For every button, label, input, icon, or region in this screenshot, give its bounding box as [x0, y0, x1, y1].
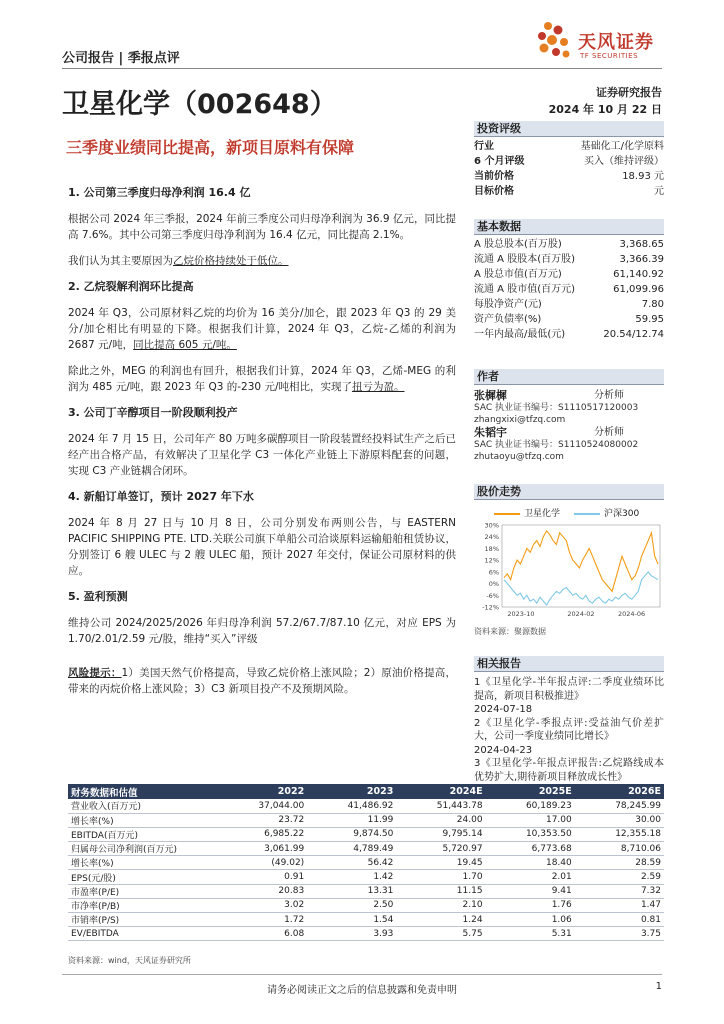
table-cell: 51,443.78 [396, 799, 485, 813]
row-label: EBITDA(百万元) [68, 827, 218, 841]
financial-table [68, 784, 664, 941]
table-cell: 5.75 [396, 927, 485, 941]
table-cell: 0.91 [218, 870, 307, 884]
rating-title: 投资评级 [474, 121, 664, 137]
table-cell: 11.15 [396, 884, 485, 898]
table-cell: 3.75 [575, 927, 664, 941]
table-cell: 1.76 [486, 898, 575, 912]
row-label: 市净率(P/B) [68, 898, 218, 912]
table-cell: 13.31 [307, 884, 396, 898]
rating-row: 6 个月评级 买入（维持评级） [474, 156, 664, 167]
section-2-title: 2. 乙烷裂解利润环比提高 [68, 280, 194, 293]
section-3-title: 3. 公司丁辛醇项目一阶段顺利投产 [68, 406, 238, 419]
risk-warning: 风险提示：1）美国天然气价格提高，导致乙烷价格上涨风险；2）原油价格提高，带来的丙烷价格上涨风险；3）C3 新项目投产不及预期风险。 [68, 667, 456, 695]
table-cell: 5.31 [486, 927, 575, 941]
chart-legend [494, 506, 664, 519]
table-cell: 11.99 [307, 813, 396, 827]
table-source: 资料来源：wind，天风证券研究所 [68, 956, 191, 965]
section-5-paragraph: 维持公司 2024/2025/2026 年归母净利润 57.2/67.7/87.10 亿元，对应 EPS 为 1.70/2.01/2.59 元/股，维持“买入”评级 [68, 617, 456, 645]
chart-source: 资料来源：聚源数据 [474, 627, 546, 636]
basic-data-row: A 股总股本(百万股) 3,368.65 [474, 239, 664, 250]
y-tick-label: 12% [484, 556, 499, 565]
table-cell: 2.10 [396, 898, 485, 912]
table-cell: 1.72 [218, 913, 307, 927]
table-cell: 2.50 [307, 898, 396, 912]
price-trend-section [474, 484, 664, 637]
table-cell: 37,044.00 [218, 799, 307, 813]
table-cell: 1.54 [307, 913, 396, 927]
table-cell: 10,353.50 [486, 827, 575, 841]
table-cell: (49.02) [218, 856, 307, 870]
row-label: EPS(元/股) [68, 870, 218, 884]
report-date: 2024 年 10 月 22 日 [548, 103, 662, 116]
table-cell: 1.70 [396, 870, 485, 884]
table-cell: 3.93 [307, 927, 396, 941]
row-label: 归属母公司净利润(百万元) [68, 842, 218, 856]
table-cell: 8,710.06 [575, 842, 664, 856]
x-tick-label: 2023-10 [507, 610, 535, 618]
related-report-link[interactable]: 1《卫星化学-半年报点评:二季度业绩环比提高，新项目积极推进》 [474, 677, 664, 702]
financial-table-header [68, 784, 664, 799]
rating-section [474, 121, 664, 199]
author-entry: 张樨樨 分析师 [474, 389, 624, 402]
series-line [504, 531, 658, 592]
table-cell: 18.40 [486, 856, 575, 870]
author-section [474, 369, 664, 463]
rating-row: 目标价格 元 [474, 186, 664, 197]
section-2-paragraph-1: 2024 年 Q3，公司原材料乙烷的均价为 16 美分/加仑，跟 2023 年 Q3 的 29 美分/加仑相比有明显的下降。根据我们计算，2024 年 Q3，乙烷-乙烯的利润为 2687 元/吨，同比提高 605 元/吨。 [68, 307, 456, 351]
table-cell: 60,189.23 [486, 799, 575, 813]
table-cell: 6.08 [218, 927, 307, 941]
author-entry: 朱韬宇 分析师 [474, 426, 624, 439]
table-row [68, 913, 664, 927]
table-row [68, 813, 664, 827]
section-1-paragraph: 根据公司 2024 年三季报，2024 年前三季度公司归母净利润为 36.9 亿元，同比提高 7.6%。其中公司第三季度归母净利润为 16.4 亿元，同比提高 2.1%。 [68, 213, 456, 241]
y-tick-label: 0% [488, 580, 499, 589]
legend-item: 卫星化学 [494, 506, 560, 519]
table-cell: 19.45 [396, 856, 485, 870]
related-report-link[interactable]: 2《卫星化学-季报点评:受益油气价差扩大，公司一季度业绩同比增长》 [474, 717, 664, 742]
row-label: 营业收入(百万元) [68, 799, 218, 813]
table-cell: 1.24 [396, 913, 485, 927]
author-title: 作者 [474, 369, 664, 385]
y-tick-label: 18% [484, 544, 499, 553]
price-trend-title: 股价走势 [474, 484, 664, 500]
table-cell: 12,355.18 [575, 827, 664, 841]
legend-swatch [574, 513, 600, 515]
report-category: 公司报告 | 季报点评 [62, 51, 180, 66]
table-cell: 9,795.14 [396, 827, 485, 841]
y-tick-label: -12% [482, 603, 499, 612]
y-tick-label: 6% [488, 568, 499, 577]
author-sac: SAC 执业证书编号：S1110524080002 [474, 440, 639, 450]
table-cell: 0.81 [575, 913, 664, 927]
table-cell: 56.42 [307, 856, 396, 870]
column-header: 2024E [396, 784, 485, 799]
basic-data-title: 基本数据 [474, 219, 664, 235]
main-content [68, 185, 456, 707]
section-3-paragraph: 2024 年 7 月 15 日，公司年产 80 万吨多碳醇项目一阶段装置经投料试生产之后已经产出合格产品，有效解决了卫星化学 C3 一体化产业链上下游原料配套的问题，实现 C3 产业链耦合闭环。 [68, 433, 456, 477]
table-cell: 3,061.99 [218, 842, 307, 856]
table-cell: 6,985.22 [218, 827, 307, 841]
y-tick-label: -6% [486, 591, 499, 600]
table-cell: 17.00 [486, 813, 575, 827]
table-cell: 1.47 [575, 898, 664, 912]
table-cell: 2.59 [575, 870, 664, 884]
table-cell: 7.32 [575, 884, 664, 898]
footer-divider [62, 974, 662, 975]
table-cell: 28.59 [575, 856, 664, 870]
related-report-date: 2024-04-23 [474, 744, 533, 756]
table-cell: 2.01 [486, 870, 575, 884]
table-row [68, 884, 664, 898]
header-divider [62, 68, 662, 69]
author-email[interactable]: zhangxixi@tfzq.com [474, 415, 566, 425]
column-header: 2022 [218, 784, 307, 799]
page-number: 1 [655, 981, 662, 992]
author-email[interactable]: zhutaoyu@tfzq.com [474, 452, 564, 462]
section-4-paragraph: 2024 年 8 月 27 日与 10 月 8 日，公司分别发布两则公告，与 EASTERN PACIFIC SHIPPING PTE. LTD.关联公司旗下单船公司洽谈原料运输船舶租赁协议，分别签订 6 艘 ULEC 与 2 艘 ULEC 船，预计 2027 年交付，保证公司原材料的供应。 [68, 517, 456, 577]
table-row [68, 856, 664, 870]
related-reports-title: 相关报告 [474, 656, 664, 672]
table-cell: 41,486.92 [307, 799, 396, 813]
report-type: 证券研究报告 [596, 86, 662, 99]
table-cell: 9,874.50 [307, 827, 396, 841]
y-tick-label: 24% [484, 533, 499, 542]
column-header: 财务数据和估值 [68, 784, 218, 799]
section-1-conclusion: 我们认为其主要原因为乙烷价格持续处于低位。 [68, 255, 289, 267]
table-cell: 20.83 [218, 884, 307, 898]
legend-swatch [494, 513, 520, 515]
related-reports-section [474, 656, 664, 798]
rating-row: 行业 基础化工/化学原料 [474, 141, 664, 152]
author-sac: SAC 执业证书编号：S1110517120003 [474, 403, 639, 413]
table-row [68, 827, 664, 841]
table-cell: 9.41 [486, 884, 575, 898]
financial-table-body [68, 799, 664, 941]
table-row [68, 870, 664, 884]
basic-data-row: 资产负债率(%) 59.95 [474, 314, 664, 325]
row-label: 市盈率(P/E) [68, 884, 218, 898]
column-header: 2023 [307, 784, 396, 799]
logo-name: 天风证券 [578, 32, 654, 53]
logo-english: TF SECURITIES [580, 52, 639, 60]
basic-data-row: 每股净资产(元) 7.80 [474, 299, 664, 310]
column-header: 2025E [486, 784, 575, 799]
row-label: 增长率(%) [68, 813, 218, 827]
table-row [68, 898, 664, 912]
table-cell: 1.42 [307, 870, 396, 884]
table-row [68, 842, 664, 856]
table-cell: 23.72 [218, 813, 307, 827]
table-cell: 1.06 [486, 913, 575, 927]
table-cell: 4,789.49 [307, 842, 396, 856]
table-cell: 78,245.99 [575, 799, 664, 813]
basic-data-row: 流通 A 股市值(百万元) 61,099.96 [474, 284, 664, 295]
basic-data-row: 一年内最高/最低(元) 20.54/12.74 [474, 329, 664, 340]
x-tick-label: 2024-02 [567, 610, 595, 618]
legend-item: 沪深300 [574, 506, 639, 519]
section-1-title: 1. 公司第三季度归母净利润 16.4 亿 [68, 186, 251, 199]
row-label: EV/EBITDA [68, 927, 218, 941]
footer-disclaimer: 请务必阅读正文之后的信息披露和免责申明 [267, 985, 457, 996]
x-tick-label: 2024-06 [617, 610, 646, 618]
basic-data-row: A 股总市值(百万元) 61,140.92 [474, 269, 664, 280]
table-cell: 5,720.97 [396, 842, 485, 856]
section-5-title: 5. 盈利预测 [68, 590, 128, 603]
y-tick-label: 30% [484, 521, 499, 530]
rating-row: 当前价格 18.93 元 [474, 171, 664, 182]
table-row [68, 927, 664, 941]
column-header: 2026E [575, 784, 664, 799]
table-cell: 30.00 [575, 813, 664, 827]
table-cell: 3.02 [218, 898, 307, 912]
section-4-title: 4. 新船订单签订，预计 2027 年下水 [68, 490, 254, 503]
table-cell: 24.00 [396, 813, 485, 827]
table-cell: 6,773.68 [486, 842, 575, 856]
related-report-date: 2024-07-18 [474, 704, 533, 715]
section-2-paragraph-2: 除此之外，MEG 的利润也有回升，根据我们计算，2024 年 Q3，乙烯-MEG 的利润为 485 元/吨，跟 2023 年 Q3 的-230 元/吨相比，实现了扭亏为盈。 [68, 365, 456, 393]
row-label: 增长率(%) [68, 856, 218, 870]
basic-data-row: 流通 A 股股本(百万股) 3,366.39 [474, 254, 664, 265]
headline: 三季度业绩同比提高，新项目原料有保障 [66, 138, 355, 157]
price-trend-chart [474, 521, 664, 621]
company-title: 卫星化学（002648） [62, 89, 337, 120]
table-row [68, 799, 664, 813]
related-report-link[interactable]: 3《卫星化学-年报点评报告:乙烷路线成本优势扩大,期待新项目释放成长性》 [474, 758, 664, 783]
basic-data-section [474, 219, 664, 342]
row-label: 市销率(P/S) [68, 913, 218, 927]
